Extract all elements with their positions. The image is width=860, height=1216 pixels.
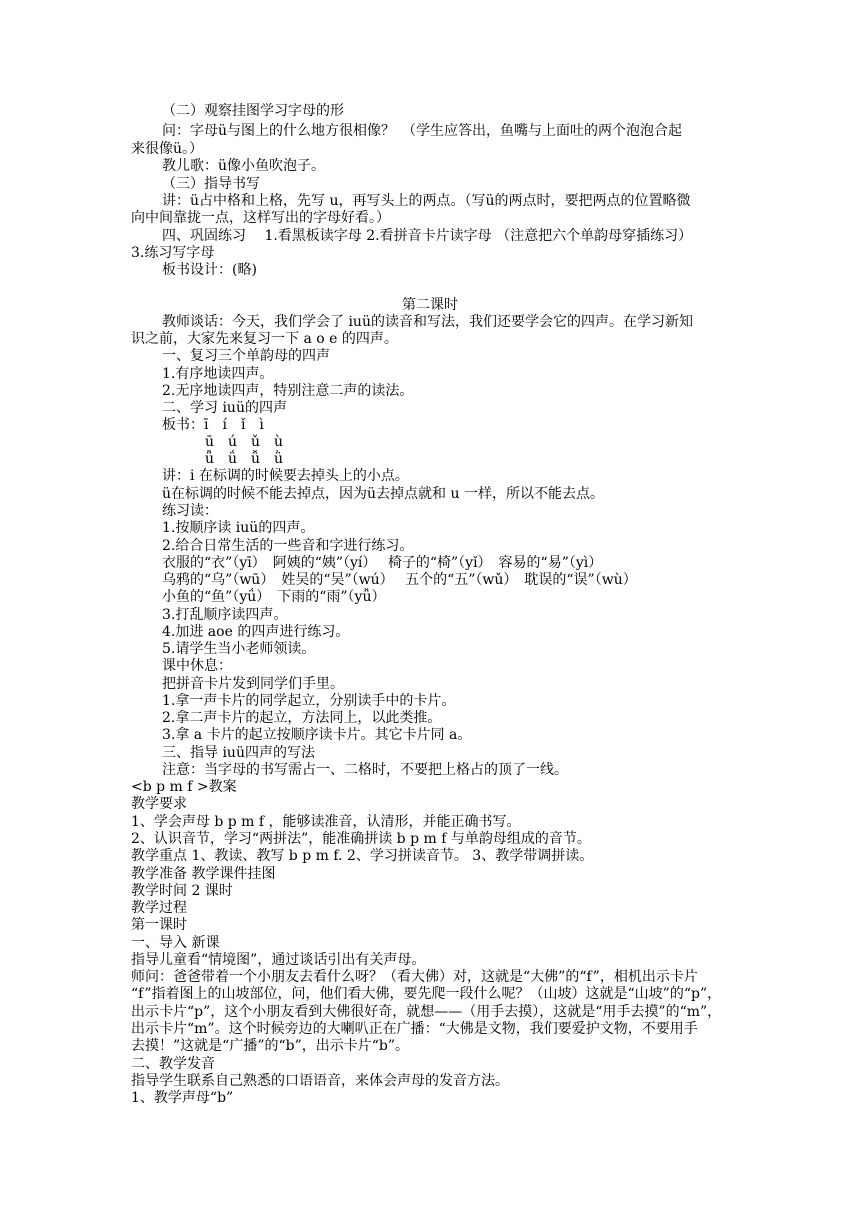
text-line: 1.拿一声卡片的同学起立，分别读手中的卡片。 (162, 693, 456, 709)
text-line: 练习读： (162, 503, 218, 519)
text-line: 3.拿 a 卡片的起立按顺序读卡片。其它卡片同 a。 (162, 727, 472, 743)
text-line: 教学准备 教学课件挂图 (131, 866, 276, 882)
text-line: 把拼音卡片发到同学们手里。 (162, 676, 344, 692)
text-line: 2、认识音节，学习“两拼法”，能准确拼读 b p m f 与单韵母组成的音节。 (131, 831, 591, 847)
text-line: 1、教学声母“b” (131, 1090, 234, 1106)
text-line: <b p m f >教案 (131, 779, 237, 795)
text-line: ū ú ǔ ù (205, 434, 284, 450)
text-line: （二）观察挂图学习字母的形 (162, 103, 344, 119)
text-line: 来很像ü。） (131, 141, 204, 157)
text-line: 2.无序地读四声，特别注意二声的读法。 (162, 383, 414, 399)
lesson-heading: 第二课时 (402, 297, 458, 313)
text-line: 1.有序地读四声。 (162, 366, 274, 382)
text-line: 二、教学发音 (131, 1056, 215, 1072)
text-line: 2.拿二声卡片的起立，方法同上，以此类推。 (162, 710, 442, 726)
text-line: 第一课时 (131, 917, 187, 933)
text-line: 指导学生联系自己熟悉的口语语音，来体会声母的发音方法。 (131, 1073, 509, 1089)
text-line: 一、导入 新课 (131, 935, 220, 951)
text-line: 向中间靠拢一点，这样写出的字母好看。） (131, 210, 390, 226)
text-line: 教儿歌：ü像小鱼吹泡子。 (162, 158, 326, 174)
text-line: 教学要求 (131, 796, 187, 812)
text-line: 2.给合日常生活的一些音和字进行练习。 (162, 538, 414, 554)
text-line: 指导儿童看“情境图”，通过谈话引出有关声母。 (131, 952, 426, 968)
text-line: （三）指导书写 (162, 176, 260, 192)
text-line: 一、复习三个单韵母的四声 (162, 348, 330, 364)
text-line: 二、学习 iuü的四声 (162, 400, 287, 416)
text-line: 出示卡片“m”。这个时候旁边的大喇叭正在广播：“大佛是文物，我们要爱护文物，不要用手 (131, 1021, 698, 1037)
text-line: 4.加进 aoe 的四声进行练习。 (162, 624, 350, 640)
text-line: 三、指导 iuü四声的写法 (162, 745, 315, 761)
text-line: 四、巩固练习 1.看黑板读字母 2.看拼音卡片读字母 （注意把六个单韵母穿插练习） (162, 228, 693, 244)
text-line: “f”指着图上的山坡部位，问，他们看大佛，要先爬一段什么呢？（山坡）这就是“山坡”的“p”， (131, 986, 722, 1002)
text-line: 3.打乱顺序读四声。 (162, 607, 288, 623)
text-line: 乌鸦的“乌”（wū） 姓吴的“吴”（wú） 五个的“五”（wǔ） 耽误的“误”（wù） (162, 572, 637, 588)
text-line: 注意：当字母的书写需占一、二格时，不要把上格占的顶了一线。 (162, 762, 568, 778)
text-line: 板书设计：(略) (162, 262, 257, 278)
text-line: 去摸！”这就是“广播”的“b”，出示卡片“b”。 (131, 1038, 410, 1054)
text-line: 出示卡片“p”，这个小朋友看到大佛很好奇，就想——（用手去摸），这就是“用手去摸”的“m”， (131, 1004, 722, 1020)
text-line: 识之前，大家先来复习一下 a o e 的四声。 (131, 331, 398, 347)
text-line: 教师谈话：今天，我们学会了 iuü的读音和写法，我们还要学会它的四声。在学习新知 (162, 314, 693, 330)
text-line: ü在标调的时候不能去掉点，因为ü去掉点就和 u 一样，所以不能去点。 (162, 486, 604, 502)
text-line: 3.练习写字母 (131, 245, 215, 261)
text-line: 课中休息： (162, 658, 232, 674)
text-line: 讲：ü占中格和上格，先写 u，再写头上的两点。（写ü的两点时，要把两点的位置略微 (162, 193, 691, 209)
text-line: 衣服的“衣”（yī） 阿姨的“姨”（yí） 椅子的“椅”（yǐ） 容易的“易”（yì） (162, 555, 603, 571)
text-line: 板书：ī í ǐ ì (162, 417, 264, 433)
text-line: 教学重点 1、教读、教写 b p m f. 2、学习拼读音节。 3、教学带调拼读。 (131, 848, 594, 864)
text-line: 问：字母ü与图上的什么地方很相像？ （学生应答出，鱼嘴与上面吐的两个泡泡合起 (162, 123, 683, 139)
text-line: 师问：爸爸带着一个小朋友去看什么呀？（看大佛）对，这就是“大佛”的“f”，相机出示卡片 (131, 969, 698, 985)
text-line: 教学时间 2 课时 (131, 883, 233, 899)
text-line: 1、学会声母 b p m f ，能够读准音，认清形，并能正确书写。 (131, 814, 521, 830)
text-line: 1.按顺序读 iuü的四声。 (162, 520, 315, 536)
text-line: ǖ ǘ ǚ ǜ (205, 451, 284, 467)
text-line: 小鱼的“鱼”（yǘ） 下雨的“雨”（yǚ） (162, 589, 386, 605)
text-line: 5.请学生当小老师领读。 (162, 641, 316, 657)
text-line: 讲：i 在标调的时候要去掉头上的小点。 (162, 468, 409, 484)
text-line: 教学过程 (131, 900, 187, 916)
